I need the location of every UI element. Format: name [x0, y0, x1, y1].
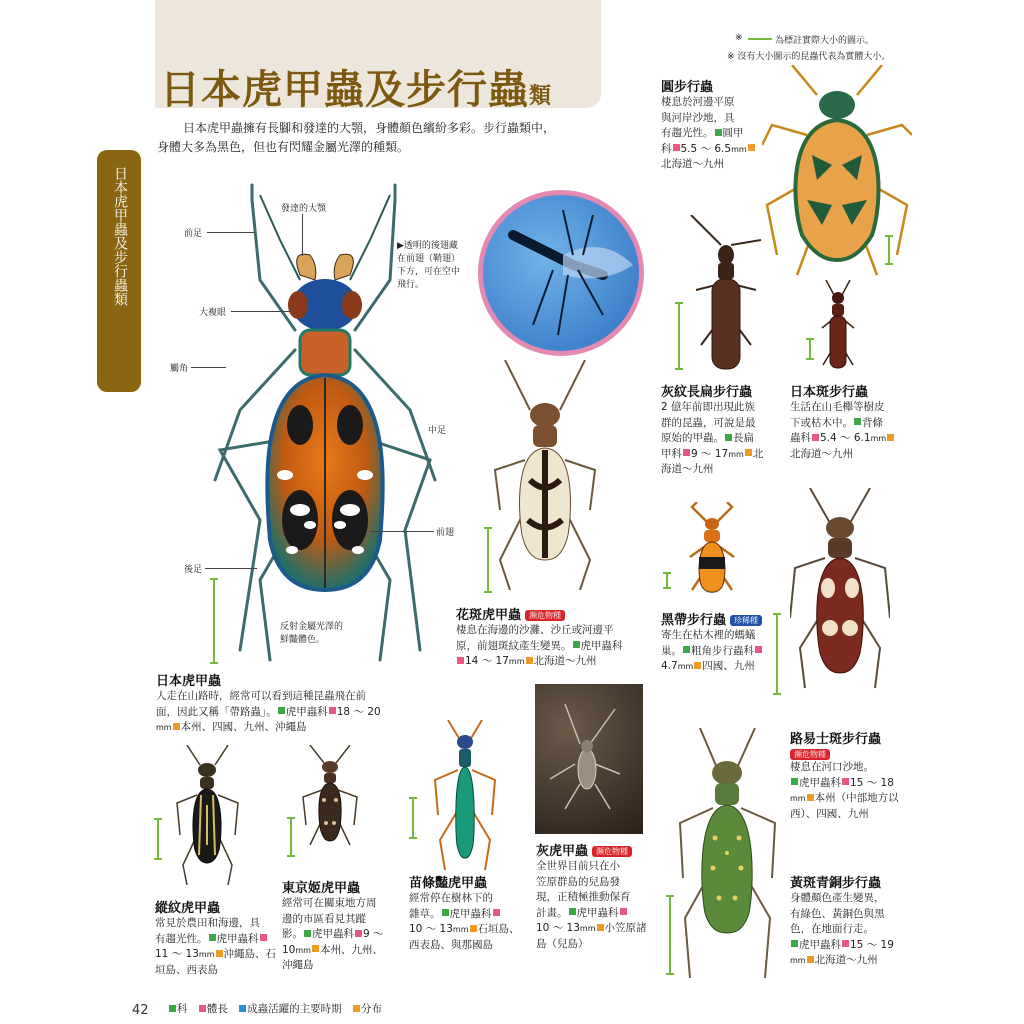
kimon-name: 黃斑青銅步行蟲 — [790, 876, 882, 891]
tokyo-desc-line-3 — [282, 927, 397, 943]
distribution-icon — [173, 723, 180, 730]
scale-bar-nihon — [213, 578, 215, 664]
leader-hindleg — [205, 568, 257, 569]
tokyo-desc — [282, 896, 397, 974]
kimon-desc-line-1: 身體顏色產生變異， — [790, 892, 885, 904]
naeho-desc — [409, 891, 524, 953]
family-icon — [791, 940, 798, 947]
madara-desc-line-2 — [790, 416, 910, 432]
kimon-desc — [790, 891, 910, 969]
legend-dist: 分布 — [361, 1003, 383, 1015]
label-hindwing-2: 在前翅（鞘翅） — [397, 254, 461, 264]
intro-line-2: 身體大多為黑色，但也有閃耀金屬光澤的種類。 — [157, 140, 410, 154]
period-legend-icon — [239, 1005, 246, 1012]
footer-legend — [168, 1002, 382, 1018]
tokyo-family: 虎甲蟲科 — [312, 928, 354, 940]
madara-family: 背條 — [862, 416, 883, 429]
kuroobi-dist: 四國、九州 — [702, 660, 755, 672]
distribution-icon — [745, 449, 752, 456]
size-icon — [329, 707, 336, 714]
label-hindwing-1: ▶透明的後翅藏 — [397, 241, 458, 251]
louis-desc-line-2 — [790, 776, 910, 792]
madara-size: 5.4 ～ 6.1 — [820, 432, 871, 444]
scale-bar-louis — [776, 613, 778, 695]
kimon-dist: 北海道～九州 — [814, 954, 878, 966]
scale-legend-icon — [748, 38, 772, 40]
page-number: 42 — [132, 1003, 149, 1018]
hai-badge: 瀕危物種 — [592, 846, 632, 857]
hai-title: 灰虎甲蟲 — [536, 844, 589, 859]
tokyo-name: 東京姬虎甲蟲 — [282, 881, 361, 896]
tate-desc-line-4: 垣島、西表島 — [155, 963, 218, 976]
madara-name: 日本斑步行蟲 — [790, 385, 869, 400]
tate-dist-a: 沖繩島、石 — [223, 948, 276, 960]
haimon-beetle-illustration — [686, 215, 766, 375]
louis-unit: mm — [790, 794, 806, 803]
tate-desc-line-2 — [155, 932, 280, 948]
note-mark: ※ — [735, 33, 743, 43]
hai-desc-line-3: 現，正積極推動保育 — [536, 891, 631, 903]
tokyo-desc-line-5: 沖繩島 — [282, 959, 314, 971]
tokyo-unit: mm — [295, 945, 311, 955]
madara-desc-l3: 蟲科 — [790, 432, 811, 444]
scale-bar-kuroobi — [666, 572, 668, 589]
kuroobi-name — [661, 609, 762, 628]
distribution-icon — [216, 950, 223, 957]
naeho-beetle-illustration — [430, 720, 500, 870]
louis-size: 15 ～ 18 — [850, 776, 894, 789]
tate-desc-l2: 有趨光性。 — [155, 932, 208, 945]
family-icon — [715, 129, 722, 136]
nihon-family: 虎甲蟲科 — [285, 705, 328, 718]
legend-family: 科 — [177, 1003, 188, 1015]
scale-bar-haimon — [678, 302, 680, 370]
page-title-main: 日本虎甲蟲及步行蟲 — [160, 67, 529, 113]
tokyo-size: 9 ～ — [363, 928, 384, 940]
hai-desc-line-1: 全世界目前只在小 — [536, 860, 620, 872]
nihon-desc-line-2 — [156, 705, 396, 721]
size-icon — [812, 434, 819, 441]
tokyo-dist-a: 本州、九州、 — [319, 943, 383, 956]
hai-desc-l4: 計畫。 — [536, 906, 568, 919]
size-icon — [355, 930, 362, 937]
scale-bar-kimon — [669, 895, 671, 975]
size-icon — [683, 449, 690, 456]
tokyo-desc-line-4 — [282, 943, 397, 959]
madara-desc — [790, 400, 910, 462]
tokyo-size-2: 10 — [282, 943, 296, 956]
naeho-desc-line-4: 西表島、與那國島 — [409, 938, 493, 951]
label-forewing: 前翅 — [436, 528, 455, 538]
scale-bar-naeho — [412, 797, 414, 839]
size-icon — [755, 646, 762, 653]
kimon-family: 虎甲蟲科 — [799, 938, 841, 951]
louis-desc — [790, 760, 910, 822]
hanamadara-beetle-illustration — [490, 360, 600, 590]
maru-family: 圓甲 — [722, 127, 744, 139]
madara-desc-l2: 下或枯木中。 — [790, 416, 853, 429]
family-icon — [854, 418, 861, 425]
label-hindwing-4: 飛行。 — [397, 280, 425, 290]
maru-desc-l4: 科 — [661, 142, 672, 155]
tate-desc — [155, 916, 280, 978]
size-icon — [493, 909, 500, 916]
tokyo-desc-l3: 影。 — [282, 928, 303, 940]
kimon-desc-line-2: 有綠色、黃銅色與黑 — [790, 907, 885, 920]
distribution-legend-icon — [353, 1005, 360, 1012]
tate-desc-line-3 — [155, 947, 280, 963]
hanamadara-unit: mm — [508, 657, 525, 666]
distribution-icon — [887, 434, 894, 441]
maru-desc-line-2: 與河岸沙地，具 — [661, 111, 735, 124]
label-hindwing — [397, 240, 460, 292]
kuroobi-beetle-illustration — [682, 502, 742, 597]
scale-bar-madara — [809, 338, 811, 360]
family-icon — [725, 434, 732, 441]
distribution-icon — [807, 956, 814, 963]
family-icon — [573, 641, 580, 648]
kimon-desc-line-4 — [790, 938, 910, 954]
hanamadara-dist: 北海道～九州 — [533, 655, 597, 667]
louis-family: 虎甲蟲科 — [799, 776, 841, 789]
maru-unit: mm — [731, 144, 747, 154]
hai-unit: mm — [579, 924, 596, 933]
hai-family: 虎甲蟲科 — [576, 906, 619, 919]
haimon-desc-line-2: 群的昆蟲，可說是最 — [661, 416, 756, 429]
kuroobi-desc-line-3 — [661, 659, 781, 675]
maru-desc-line-3 — [661, 126, 771, 142]
kuroobi-title: 黑帶步行蟲 — [661, 613, 727, 628]
hanamadara-desc-line-2 — [456, 639, 646, 655]
family-icon — [791, 778, 798, 785]
haimon-size: 9 ～ 17 — [691, 447, 729, 460]
kuroobi-family: 粗角步行蟲科 — [691, 644, 754, 657]
naeho-name: 苗條豔虎甲蟲 — [409, 876, 488, 891]
kimon-beetle-illustration — [675, 728, 780, 978]
nihon-desc-l2: 面，因此又稱「帶路蟲」。 — [156, 705, 277, 718]
size-icon — [842, 940, 849, 947]
label-metal-line-2: 鮮豔體色。 — [280, 635, 326, 645]
label-hindleg: 後足 — [184, 565, 203, 575]
leader-eye — [231, 311, 291, 312]
nihon-dist: 本州、四國、九州、沖繩島 — [180, 721, 307, 733]
maru-desc-line-4 — [661, 142, 771, 158]
family-icon — [442, 909, 449, 916]
haimon-desc — [661, 400, 781, 478]
hanamadara-size: 14 ～ 17 — [465, 655, 509, 667]
family-icon — [569, 908, 576, 915]
madara-desc-line-1: 生活在山毛櫸等樹皮 — [790, 401, 885, 413]
size-icon — [673, 144, 680, 151]
nihon-desc-line-1: 人走在山路時，經常可以看到這種昆蟲飛在前 — [156, 690, 366, 702]
madara-desc-line-4: 北海道～九州 — [790, 447, 853, 460]
legend-size: 體長 — [206, 1003, 228, 1015]
naeho-desc-line-2 — [409, 907, 524, 923]
distribution-icon — [470, 925, 477, 932]
tate-name: 縱紋虎甲蟲 — [155, 901, 221, 916]
hanamadara-name — [456, 604, 565, 623]
naeho-size: 10 ～ 13 — [409, 923, 453, 935]
scale-bar-tate — [157, 818, 159, 860]
kuroobi-badge: 珍稀種 — [730, 615, 762, 626]
haimon-family: 長扁 — [733, 432, 754, 444]
louis-desc-line-3 — [790, 791, 910, 807]
mandible-right-icon — [334, 254, 353, 280]
kuroobi-size: 4.7 — [661, 660, 678, 672]
hai-dist-a: 小笠原諸 — [604, 922, 647, 934]
haimon-desc-l3: 原始的甲蟲。 — [661, 432, 724, 444]
hanamadara-badge: 瀕危物種 — [525, 610, 565, 621]
page-title — [160, 58, 552, 115]
label-midleg: 中足 — [428, 426, 447, 436]
kuroobi-desc — [661, 628, 781, 675]
louis-desc-line-4: 西）、四國、九州 — [790, 807, 869, 820]
naeho-desc-l2: 雜草。 — [409, 907, 441, 920]
label-eye: 大複眼 — [199, 308, 227, 318]
kuroobi-desc-line-1: 寄生在枯木裡的螞蟻 — [661, 629, 756, 641]
family-icon — [278, 707, 285, 714]
size-icon — [260, 934, 267, 941]
hanamadara-desc-l2: 原，前翅斑紋產生變異。 — [456, 639, 572, 652]
naeho-desc-line-3 — [409, 922, 524, 938]
leader-foreleg — [207, 232, 255, 233]
hai-desc-line-5 — [536, 921, 656, 937]
tokyo-desc-line-2: 邊的市區看見其蹤 — [282, 912, 366, 925]
hanamadara-family: 虎甲蟲科 — [580, 639, 623, 652]
label-jaw: 發達的大顎 — [281, 204, 327, 214]
haimon-unit: mm — [728, 449, 744, 459]
label-foreleg: 前足 — [184, 229, 203, 239]
tate-size: 11 ～ 13 — [155, 948, 199, 960]
hai-desc — [536, 859, 656, 952]
scale-bar-tokyo — [290, 817, 292, 857]
haimon-desc-line-5: 海道～九州 — [661, 463, 714, 475]
tate-unit: mm — [198, 950, 215, 959]
mandible-left-icon — [297, 254, 316, 280]
flight-photo — [478, 190, 644, 356]
leader-antenna — [191, 367, 226, 368]
family-icon — [209, 934, 216, 941]
leader-jaw — [302, 214, 303, 256]
note-2: ※ 沒有大小圖示的昆蟲代表為實體大小。 — [727, 52, 891, 62]
label-metal-line-1: 反射金屬光澤的 — [280, 622, 344, 632]
intro-line-1: 日本虎甲蟲擁有長腳和發達的大顎，身體顏色繽紛多彩。步行蟲類中， — [183, 121, 556, 135]
family-legend-icon — [169, 1005, 176, 1012]
hanamadara-desc — [456, 623, 646, 670]
hanamadara-desc-line-3 — [456, 654, 646, 670]
hai-desc-line-4 — [536, 906, 656, 922]
distribution-icon — [694, 662, 701, 669]
scale-bar-hanamadara — [487, 527, 489, 593]
maru-desc-line-5: 北海道～九州 — [661, 158, 724, 170]
page-title-suffix: 類 — [529, 84, 553, 109]
nihon-size: 18 ～ 20 — [336, 705, 381, 718]
tokyo-beetle-illustration — [300, 745, 360, 855]
naeho-unit: mm — [452, 925, 469, 934]
hai-photo — [535, 684, 643, 834]
tate-beetle-illustration — [175, 745, 240, 885]
haimon-desc-line-4 — [661, 447, 781, 463]
haimon-dist-a: 北 — [752, 447, 764, 460]
hai-size: 10 ～ 13 — [536, 922, 580, 934]
maru-desc — [661, 95, 771, 173]
hanamadara-desc-line-1: 棲息在海邊的沙灘、沙丘或河邊平 — [456, 624, 614, 636]
size-legend-icon — [199, 1005, 206, 1012]
label-metal — [280, 621, 343, 647]
note-1: 為標註實際大小的圖示。 — [775, 36, 875, 46]
tokyo-desc-line-1: 經常可在關東地方周 — [282, 897, 377, 909]
size-icon — [620, 908, 627, 915]
hai-name — [536, 840, 632, 859]
hai-desc-line-6: 島（兒島） — [536, 937, 589, 950]
louis-badge: 瀕危物種 — [790, 749, 830, 760]
family-icon — [683, 646, 690, 653]
flying-beetle-icon — [483, 195, 639, 351]
haimon-name: 灰紋長扁步行蟲 — [661, 385, 753, 400]
madara-unit: mm — [870, 434, 887, 443]
nihon-desc-line-3 — [156, 720, 396, 736]
kimon-unit: mm — [790, 956, 806, 965]
label-antenna: 觸角 — [170, 364, 189, 374]
naeho-desc-line-1: 經常停在樹林下的 — [409, 892, 493, 904]
size-icon — [457, 657, 464, 664]
hai-beetle-icon — [535, 684, 643, 834]
louis-name: 路易士斑步行蟲 — [790, 732, 882, 747]
kimon-size: 15 ～ 19 — [850, 938, 894, 951]
naeho-family: 虎甲蟲科 — [449, 907, 492, 920]
intro-text — [157, 119, 587, 157]
distribution-icon — [526, 657, 533, 664]
scale-bar-maru — [888, 235, 890, 265]
distribution-icon — [597, 924, 604, 931]
distribution-icon — [748, 144, 755, 151]
maru-desc-line-1: 棲息於河邊平原 — [661, 96, 735, 108]
maru-name: 圓步行蟲 — [661, 80, 714, 95]
louis-dist-a: 本州（中部地方以 — [814, 792, 899, 804]
label-hindwing-3: 下方，可在空中 — [397, 267, 461, 277]
madara-beetle-illustration — [818, 280, 858, 375]
hai-desc-line-2: 笠原群島的兒島發 — [536, 875, 620, 888]
distribution-icon — [807, 794, 814, 801]
nihon-unit: mm — [156, 723, 172, 732]
side-tab-label: 日本虎甲蟲及步行蟲類 — [112, 166, 128, 306]
distribution-icon — [312, 945, 319, 952]
haimon-desc-l4: 甲科 — [661, 447, 682, 460]
louis-desc-line-1: 棲息在河口沙地。 — [790, 761, 874, 773]
kuroobi-desc-l2: 巢。 — [661, 644, 682, 657]
size-icon — [842, 778, 849, 785]
haimon-desc-line-1: 2 億年前即出現此族 — [661, 401, 756, 413]
haimon-desc-line-3 — [661, 431, 781, 447]
maru-desc-l3: 有趨光性。 — [661, 127, 714, 139]
maru-size: 5.5 ～ 6.5 — [680, 142, 732, 155]
legend-period: 成蟲活躍的主要時期 — [247, 1003, 342, 1015]
family-icon — [304, 930, 311, 937]
madara-desc-line-3 — [790, 431, 910, 447]
kimon-desc-line-3: 色，在地面行走。 — [790, 923, 874, 935]
naeho-dist-a: 石垣島、 — [477, 923, 520, 935]
kuroobi-unit: mm — [677, 662, 694, 671]
louis-beetle-illustration — [790, 488, 890, 693]
hanamadara-title: 花斑虎甲蟲 — [456, 608, 522, 623]
tate-desc-line-1: 常見於農田和海邊，具 — [155, 917, 260, 929]
tate-family: 虎甲蟲科 — [216, 932, 259, 945]
nihon-name: 日本虎甲蟲 — [156, 674, 222, 689]
kimon-desc-line-5 — [790, 953, 910, 969]
nihon-desc — [156, 689, 396, 736]
kuroobi-desc-line-2 — [661, 644, 781, 660]
leader-forewing — [370, 531, 434, 532]
